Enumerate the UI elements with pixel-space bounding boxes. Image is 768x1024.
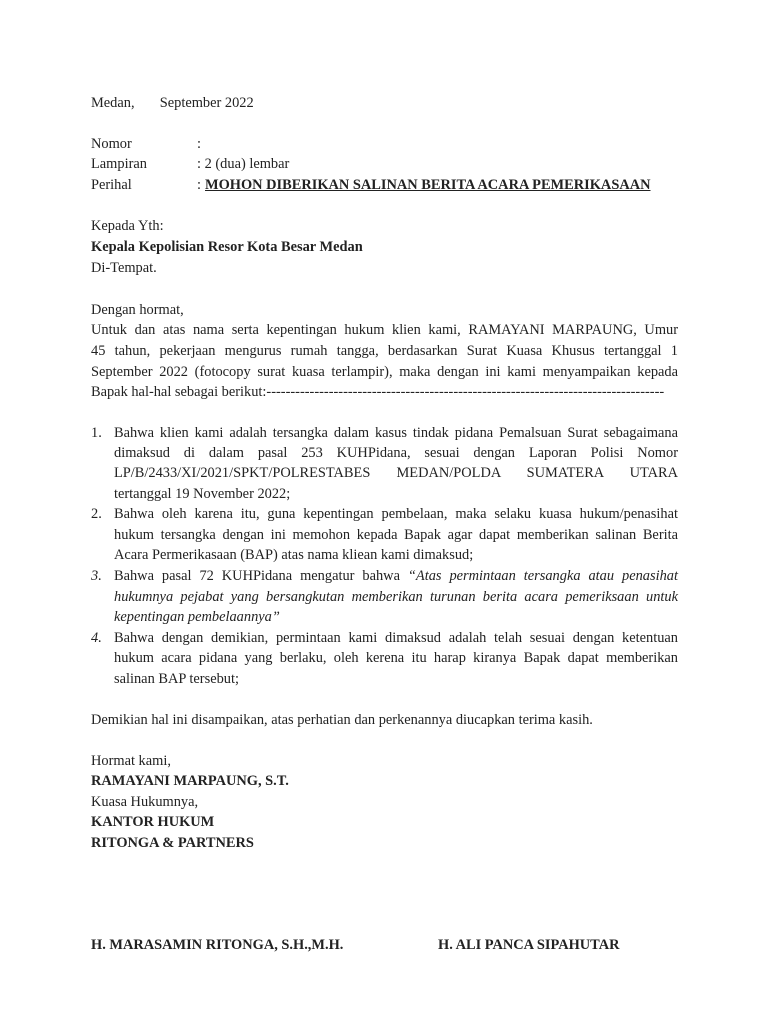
item-4-line-1: Bahwa dengan demikian, permintaan kami dimaksud adalah telah sesuai dengan ketentuan: [114, 630, 678, 646]
intro-line-2: 45 tahun, pekerjaan mengurus rumah tangga, berdasarkan Surat Kuasa Khusus tertanggal 1: [91, 343, 678, 359]
firm-name-line-1: KANTOR HUKUM: [91, 814, 215, 830]
meta-label-lampiran: Lampiran: [91, 156, 147, 172]
intro-line-1: Untuk dan atas nama serta kepentingan hukum klien kami, RAMAYANI MARPAUNG, Umur: [91, 322, 678, 338]
item-number-4: 4.: [91, 630, 102, 646]
signatory-1: H. MARASAMIN RITONGA, S.H.,M.H.: [91, 937, 344, 953]
recipient-name: Kepala Kepolisian Resor Kota Besar Medan: [91, 239, 363, 255]
item-3-line-1: [114, 566, 678, 586]
meta-separator-perihal: :: [197, 177, 205, 193]
subject-title: MOHON DIBERIKAN SALINAN BERITA ACARA PEMERIKASAAN: [205, 177, 651, 193]
intro-line-3: September 2022 (fotocopy surat kuasa terlampir), maka dengan ini kami menyampaikan kepada: [91, 364, 678, 380]
item-1-line-3: LP/B/2433/XI/2021/SPKT/POLRESTABES MEDAN/POLDA SUMATERA UTARA: [114, 465, 678, 481]
signoff-regards: Hormat kami,: [91, 753, 171, 769]
item-2-line-1: Bahwa oleh karena itu, guna kepentingan pembelaan, maka selaku kuasa hukum/penasihat: [114, 506, 678, 522]
intro-line-4: Bapak hal-hal sebagai berikut:-----------------------------------------------------------------------------------: [91, 384, 665, 400]
item-1-line-2: dimaksud di dalam pasal 253 KUHPidana, sesuai dengan Laporan Polisi Nomor: [114, 445, 678, 461]
item-3-quote-line-2: hukumnya pejabat yang bersangkutan memberikan turunan berita acara pemeriksaan untuk: [114, 589, 678, 605]
signatory-2: H. ALI PANCA SIPAHUTAR: [438, 937, 620, 953]
item-number-1: 1.: [91, 425, 102, 441]
item-2-line-2: hukum tersangka dengan ini memohon kepada Bapak agar dapat memberikan salinan Berita: [114, 527, 678, 543]
item-2-line-3: Acara Permerikasaan (BAP) atas nama kliean kami dimaksud;: [114, 547, 474, 563]
signoff-role: Kuasa Hukumnya,: [91, 794, 199, 810]
recipient-salutation: Kepada Yth:: [91, 218, 164, 234]
item-4-line-2: hukum acara pidana yang berlaku, oleh kerena itu harap kiranya Bapak dapat memberikan: [114, 650, 678, 666]
item-1-line-1: Bahwa klien kami adalah tersangka dalam kasus tindak pidana Pemalsuan Surat sebagaimana: [114, 425, 678, 441]
letter-date: Medan, September 2022: [91, 95, 254, 111]
greeting: Dengan hormat,: [91, 302, 184, 318]
item-1-line-4: tertanggal 19 November 2022;: [114, 486, 291, 502]
meta-label-nomor: Nomor: [91, 136, 132, 152]
meta-label-perihal: Perihal: [91, 177, 132, 193]
firm-name-line-2: RITONGA & PARTNERS: [91, 835, 254, 851]
meta-value-nomor: :: [197, 136, 201, 152]
item-3-quote-start: “Atas permintaan tersangka atau penasihat: [407, 568, 678, 584]
item-3-quote-line-3: kepentingan pembelaannya”: [114, 609, 280, 625]
item-3-lead: Bahwa pasal 72 KUHPidana mengatur bahwa: [114, 568, 408, 584]
item-4-line-3: salinan BAP tersebut;: [114, 671, 239, 687]
closing-sentence: Demikian hal ini disampaikan, atas perhatian dan perkenannya diucapkan terima kasih.: [91, 712, 593, 728]
item-number-2: 2.: [91, 506, 102, 522]
meta-value-lampiran: : 2 (dua) lembar: [197, 156, 290, 172]
client-name: RAMAYANI MARPAUNG, S.T.: [91, 773, 289, 789]
item-number-3: 3.: [91, 568, 102, 584]
recipient-location: Di-Tempat.: [91, 260, 157, 276]
